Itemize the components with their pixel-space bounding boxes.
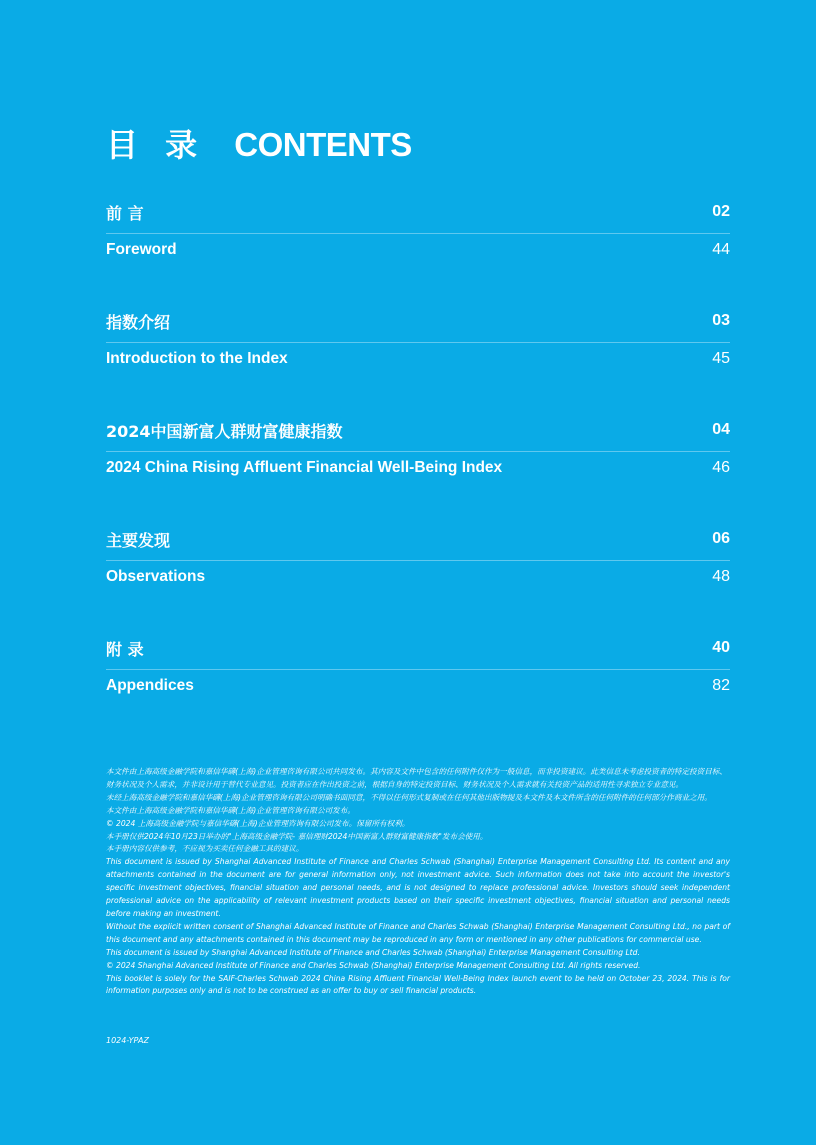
toc-label-en[interactable]: Foreword [106, 241, 177, 258]
toc-page-en: 48 [712, 568, 730, 585]
toc-page-zh: 40 [712, 639, 730, 656]
toc-label-en[interactable]: Introduction to the Index [106, 350, 288, 367]
divider [106, 451, 730, 452]
toc-page-zh: 04 [712, 421, 730, 438]
toc-page-en: 44 [712, 241, 730, 258]
title-en: CONTENTS [234, 126, 412, 163]
divider [106, 233, 730, 234]
divider [106, 560, 730, 561]
toc-page-en: 46 [712, 459, 730, 476]
toc-label-zh[interactable]: 前 言 [106, 203, 144, 223]
disclaimer-zh-5: 本手册仅供2024年10月23日举办的"上海高级金融学院- 嘉信理财2024中国新富人群财富健康指数"发布会使用。 [106, 831, 488, 841]
disclaimer-zh-6: 本手册内容仅供参考，不应视为买卖任何金融工具的建议。 [106, 844, 304, 854]
toc-entry-observations[interactable] [106, 524, 730, 633]
toc-entry-appendices[interactable] [106, 633, 730, 742]
disclaimer-zh-4: © 2024 上海高级金融学院与嘉信华礴(上海)企业管理咨询有限公司发布。保留所有权利。 [106, 818, 410, 828]
toc-label-en[interactable]: Appendices [106, 677, 194, 694]
toc-entry-introduction[interactable] [106, 306, 730, 415]
toc-label-zh[interactable]: 附 录 [106, 639, 144, 659]
divider [106, 342, 730, 343]
disclaimer-zh-3: 本文件由上海高级金融学院和嘉信华礴(上海)企业管理咨询有限公司发布。 [106, 805, 355, 815]
toc-page-zh: 03 [712, 312, 730, 329]
disclaimer-en-3: This document is issued by Shanghai Advanced Institute of Finance and Charles Schwab (Shanghai) Enterprise Management Consulting Ltd. [106, 947, 640, 957]
toc-page-en: 45 [712, 350, 730, 367]
toc-label-en[interactable]: Observations [106, 568, 206, 585]
toc-page-en: 82 [712, 677, 730, 694]
disclaimer-en-2: Without the explicit written consent of Shanghai Advanced Institute of Finance and Charles Schwab (Shanghai) Enterprise Management Consulting Ltd., no part of this document and any attachments contained in this document may be reproduced in any form or mentioned in any other publications for commercial use. [106, 921, 730, 944]
disclaimer-zh-2: 未经上海高级金融学院和嘉信华礴(上海)企业管理咨询有限公司明确书面同意，不得以任何形式复制或在任何其他出版物提及本文件及本文件所含的任何附件的任何部分作商业之用。 [106, 792, 712, 802]
toc-label-zh[interactable]: 指数介绍 [106, 312, 171, 332]
disclaimer-en-5: This booklet is solely for the SAIF-Charles Schwab 2024 China Rising Affluent Financial Well-Being Index launch event to be held on October 23, 2024. This is for information purposes only and is not to be construed as an offer to buy or sell financial products. [106, 973, 730, 996]
page-title [106, 120, 412, 166]
toc-entry-foreword[interactable] [106, 197, 730, 306]
toc-label-zh[interactable]: 主要发现 [106, 530, 171, 550]
title-zh: 目 录 [106, 126, 206, 164]
toc-label-zh[interactable]: 2024中国新富人群财富健康指数 [106, 421, 343, 441]
toc-page-zh: 06 [712, 530, 730, 547]
toc-label-en[interactable]: 2024 China Rising Affluent Financial Well-Being Index [106, 459, 503, 476]
toc-page-zh: 02 [712, 203, 730, 220]
table-of-contents [106, 197, 730, 742]
disclaimer-en-4: © 2024 Shanghai Advanced Institute of Finance and Charles Schwab (Shanghai) Enterprise Management Consulting Ltd. All rights reserved. [106, 960, 641, 970]
disclaimer [106, 766, 730, 998]
disclaimer-en-1: This document is issued by Shanghai Advanced Institute of Finance and Charles Schwab (Shanghai) Enterprise Management Consulting Ltd. Its content and any attachments contained in the document are for general information only, not investment advice. Such information does not take into account the investor's specific investment objectives, financial situation and personal needs, and is not designed to replace professional advice. Investors should seek independent professional advice on the applicability of relevant investment products based on their specific investment objectives, financial situation and personal needs before making an investment. [106, 857, 730, 918]
document-code: 1024-YPAZ [106, 1036, 149, 1045]
divider [106, 669, 730, 670]
toc-entry-index[interactable] [106, 415, 730, 524]
disclaimer-zh-1: 本文件由上海高级金融学院和嘉信华礴(上海)企业管理咨询有限公司共同发布。其内容及文件中包含的任何附件仅作为一般信息，而非投资建议。此类信息未考虑投资者的特定投资目标、财务状况及个人需求，并非设计用于替代专业意见。投资者应在作出投资之前，根据自身的特定投资目标、财务状况及个人需求就有关投资产品的适用性寻求独立专业意见。 [106, 767, 728, 789]
